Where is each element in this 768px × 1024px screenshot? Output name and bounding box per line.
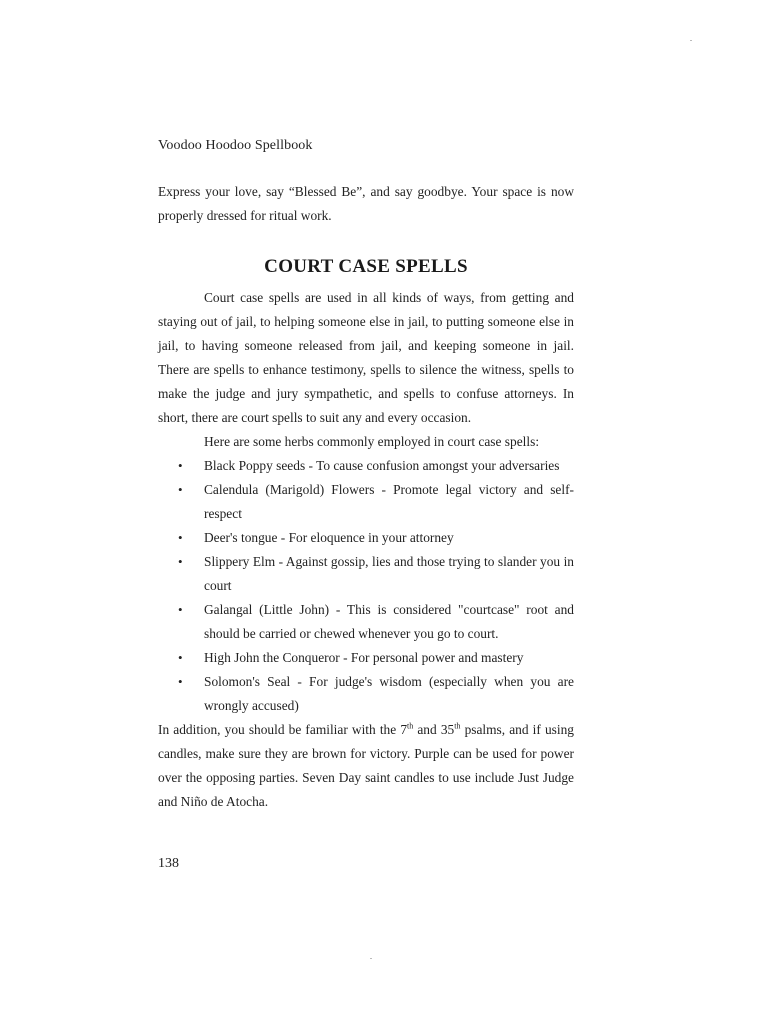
list-item bbox=[158, 598, 574, 646]
herb-text: Solomon's Seal - For judge's wisdom (especially when you are wrongly accused) bbox=[204, 674, 574, 713]
list-item bbox=[158, 646, 574, 670]
herb-text: High John the Conqueror - For personal power and mastery bbox=[204, 650, 524, 665]
ordinal-suffix: th bbox=[407, 721, 414, 731]
bullet-icon: • bbox=[178, 458, 183, 473]
paragraph-1: Court case spells are used in all kinds of ways, from getting and staying out of jail, to helping someone else in jail, to putting someone else in jail, to having someone released from jail, and keeping someone in jail. There are spells to enhance testimony, spells to silence the witness, spells to make the judge and jury sympathetic, and spells to confuse attorneys. In short, there are court spells to suit any and every occasion. bbox=[158, 290, 574, 425]
page-number: 138 bbox=[158, 856, 179, 871]
list-item bbox=[158, 526, 574, 550]
herb-text: Calendula (Marigold) Flowers - Promote legal victory and self-respect bbox=[204, 482, 574, 521]
bullet-icon: • bbox=[178, 650, 183, 665]
closing-text-2: and 35 bbox=[413, 722, 455, 737]
list-intro: Here are some herbs commonly employed in court case spells: bbox=[204, 434, 540, 449]
bullet-icon: • bbox=[178, 482, 183, 497]
list-item bbox=[158, 670, 574, 718]
ordinal-suffix: th bbox=[454, 721, 461, 731]
bullet-icon: • bbox=[178, 530, 183, 545]
herb-list bbox=[158, 454, 574, 718]
intro-paragraph: Express your love, say “Blessed Be”, and say goodbye. Your space is now properly dressed for ritual work. bbox=[158, 184, 574, 223]
running-head: Voodoo Hoodoo Spellbook bbox=[158, 138, 313, 153]
bullet-icon: • bbox=[178, 602, 183, 617]
closing-text-3: psalms, and if using candles, make sure they are brown for victory. Purple can be used for power over the opposing parties. Seven Day saint candles to use include Just Judge and Niño de Atocha. bbox=[158, 722, 574, 809]
herb-text: Black Poppy seeds - To cause confusion amongst your adversaries bbox=[204, 458, 560, 473]
list-item bbox=[158, 454, 574, 478]
list-item bbox=[158, 478, 574, 526]
closing-paragraph bbox=[158, 718, 574, 814]
closing-text-1: In addition, you should be familiar with the 7 bbox=[158, 722, 408, 737]
herb-text: Galangal (Little John) - This is considered "courtcase" root and should be carried or chewed whenever you go to court. bbox=[204, 602, 574, 641]
list-item bbox=[158, 550, 574, 598]
herb-text: Deer's tongue - For eloquence in your attorney bbox=[204, 530, 454, 545]
herb-text: Slippery Elm - Against gossip, lies and those trying to slander you in court bbox=[204, 554, 574, 593]
scan-speck bbox=[690, 40, 692, 41]
bullet-icon: • bbox=[178, 674, 183, 689]
scan-speck bbox=[370, 958, 372, 959]
bullet-icon: • bbox=[178, 554, 183, 569]
section-body bbox=[158, 286, 574, 814]
section-heading: COURT CASE SPELLS bbox=[264, 256, 468, 277]
